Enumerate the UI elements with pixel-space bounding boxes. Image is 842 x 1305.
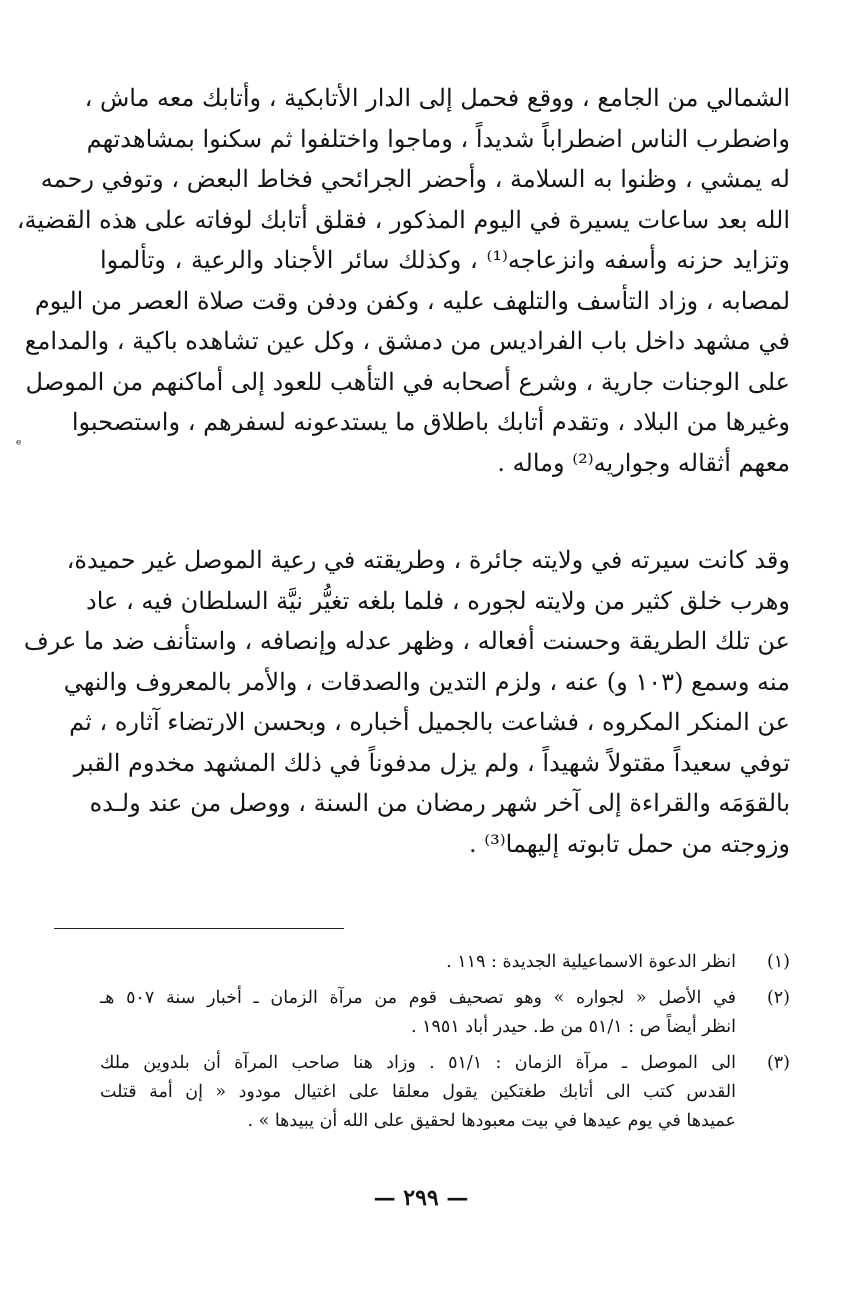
footnote-line: القدس كتب الى أتابك طغتكين يقول معلقا على اغتيال مودود « إن أمة قتلت: [100, 1082, 736, 1102]
footnote-line: انظر الدعوة الاسماعيلية الجديدة : ١١٩ .: [446, 952, 736, 972]
footnote-number: (١): [766, 952, 790, 972]
footnote-line: عميدها في يوم عيدها في بيت معبودها لحقيق على الله أن يبيدها » .: [247, 1111, 736, 1131]
footnote-text: [100, 948, 736, 977]
margin-mark: ᵉ: [16, 437, 22, 453]
text-line: في مشهد داخل باب الفراديس من دمشق ، وكل عين تشاهده باكية ، والمدامع: [24, 327, 790, 355]
footnote-number: (٢): [766, 988, 790, 1008]
paragraph-1: [16, 78, 790, 483]
footnote-line: الى الموصل ـ مرآة الزمان : ٥١/١ . وزاد هنا صاحب المرآة أن بلدوين ملك: [100, 1053, 736, 1073]
footnote-number: (٣): [766, 1053, 790, 1073]
footnote-text: [100, 984, 736, 1042]
footnote-divider: [54, 928, 344, 929]
text-line: وتزايد حزنه وأسفه وانزعاجه⁽¹⁾ ، وكذلك سائر الأجناد والرعية ، وتألموا: [100, 246, 790, 274]
text-line: وزوجته من حمل تابوته إليهما⁽³⁾ .: [468, 829, 790, 858]
text-line: وهرب خلق كثير من ولايته لجوره ، فلما بلغه تغيُّر نيَّة السلطان فيه ، عاد: [86, 586, 790, 615]
page-number: — ٢٩٩ —: [373, 1185, 469, 1211]
text-line: عن تلك الطريقة وحسنت أفعاله ، وظهر عدله وإنصافه ، واستأنف ضد ما عرف: [23, 627, 790, 655]
text-line: واضطرب الناس اضطراباً شديداً ، وماجوا واختلفوا ثم سكنوا بمشاهدتهم: [86, 124, 790, 153]
text-line: لمصابه ، وزاد التأسف والتلهف عليه ، وكفن ودفن وقت صلاة العصر من اليوم: [34, 286, 790, 315]
text-line: له يمشي ، وظنوا به السلامة ، وأحضر الجرائحي فخاط البعض ، وتوفي رحمه: [40, 165, 790, 193]
text-line: توفي سعيداً مقتولاً شهيداً ، ولم يزل مدفوناً في ذلك المشهد مخدوم القبر: [73, 748, 790, 777]
footnote-1: [100, 948, 790, 977]
footnote-2: [100, 984, 790, 1042]
footnote-line: في الأصل « لجواره » وهو تصحيف قوم من مرآة الزمان ـ أخبار سنة ٥٠٧ هـ: [100, 988, 736, 1008]
footnotes: [100, 948, 790, 1143]
text-line: عن المنكر المكروه ، فشاعت بالجميل أخباره ، وبحسن الارتضاء آثاره ، ثم: [69, 708, 790, 736]
text-line: وقد كانت سيرته في ولايته جائرة ، وطريقته في رعية الموصل غير حميدة،: [66, 546, 790, 574]
footnote-text: [100, 1049, 736, 1136]
paragraph-2: [23, 540, 790, 864]
footnote-line: انظر أيضاً ص : ٥١/١ من ط. حيدر أباد ١٩٥١ .: [410, 1017, 736, 1037]
text-line: بالقوَمَه والقراءة إلى آخر شهر رمضان من السنة ، ووصل من عند ولـده: [89, 789, 790, 817]
footnote-3: [100, 1049, 790, 1136]
text-line: على الوجنات جارية ، وشرع أصحابه في التأهب للعود إلى أماكنهم من الموصل: [25, 367, 790, 396]
text-line: منه وسمع (١٠٣ و) عنه ، ولزم التدين والصدقات ، والأمر بالمعروف والنهي: [63, 667, 790, 696]
text-line: الله بعد ساعات يسيرة في اليوم المذكور ، فقلق أتابك لوفاته على هذه القضية،: [16, 205, 790, 234]
text-line: معهم أثقاله وجواريه⁽²⁾ وماله .: [497, 448, 790, 477]
text-line: الشمالي من الجامع ، ووقع فحمل إلى الدار الأتابكية ، وأتابك معه ماش ،: [84, 84, 790, 112]
text-line: وغيرها من البلاد ، وتقدم أتابك باطلاق ما يستدعونه لسفرهم ، واستصحبوا: [71, 408, 790, 436]
